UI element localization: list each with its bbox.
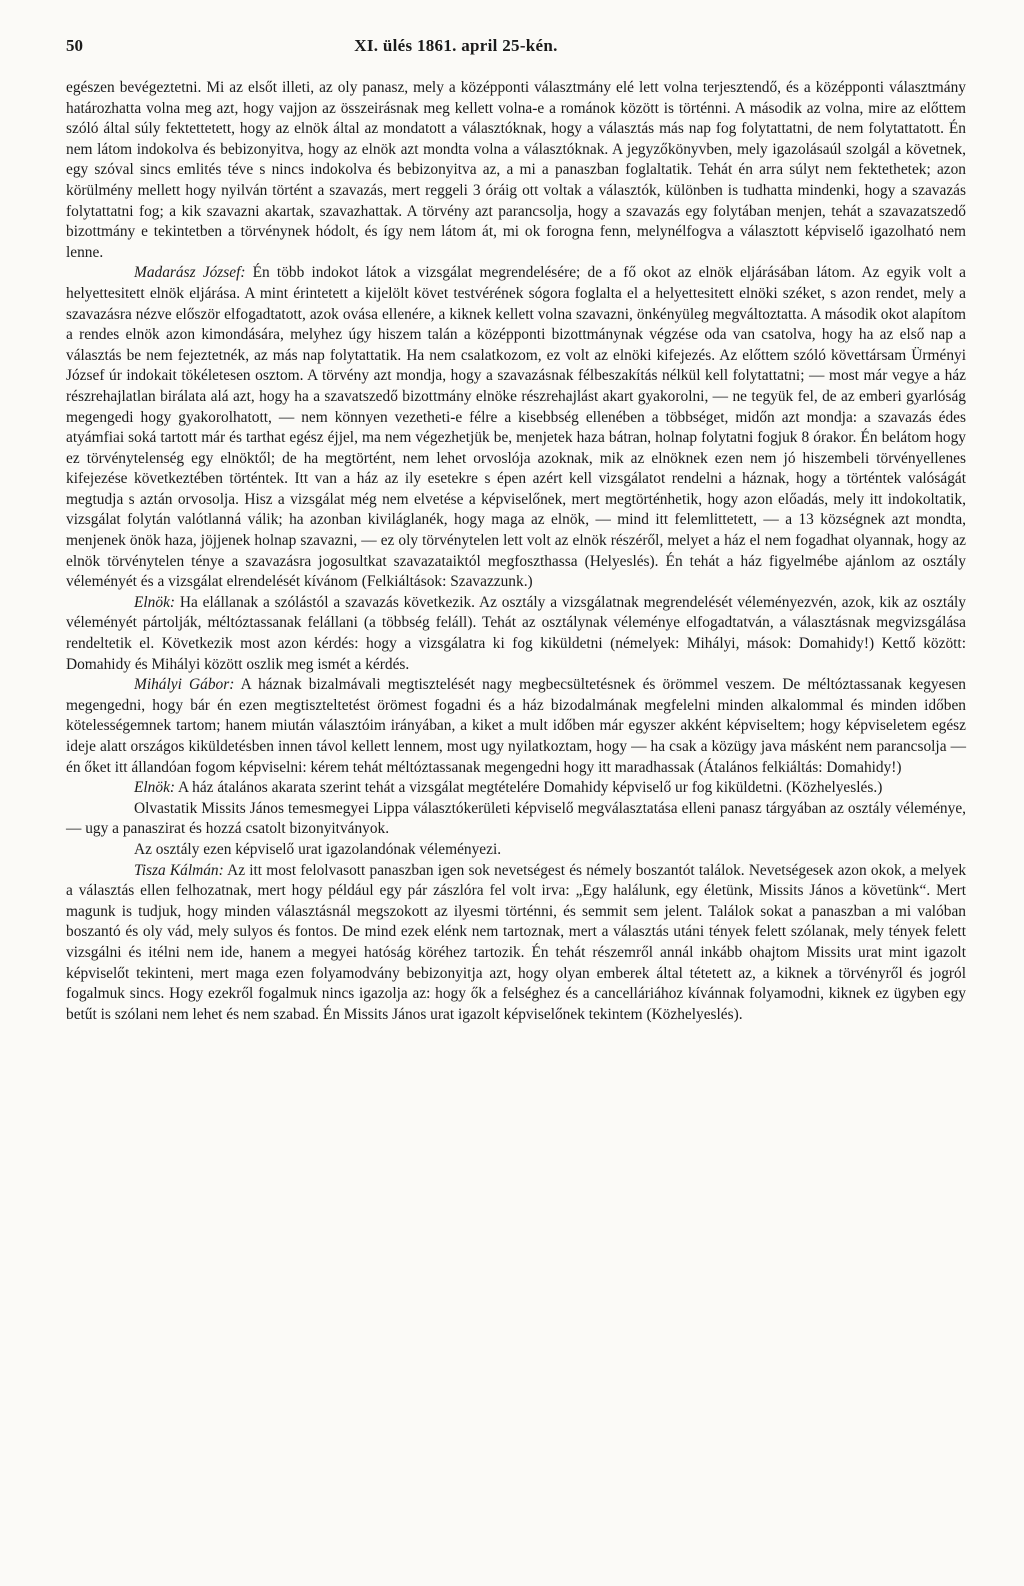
running-head: XI. ülés 1861. april 25-kén.: [354, 36, 558, 55]
paragraph: [66, 799, 966, 840]
page-number: 50: [66, 36, 83, 55]
body-text: [66, 78, 966, 1025]
speaker-name: Madarász József:: [134, 264, 246, 282]
paragraph: [66, 593, 966, 675]
paragraph-text: Én több indokot látok a vizsgálat megrendelésére; de a fő okot az elnök eljárásában látom. Az egyik volt a helyettesitett elnök eljárása. A mint érintetett a kijelölt követ testvérének sógora foglalta el a helyettesitett elnöki széket, s azon rendet, mely a szavazásra nézve először elfogadtatott, azok ovása ellenére, a kiknek kellett volna szavazni, önkényüleg megváltoztatta. A második okot alapítom a rendes elnök azon kimondására, melyhez úgy hiszem talán a középponti bizottmánynak végzése oda van csatolva, hogy ha az első nap a választás be nem fejeztetnék, az más nap folytattatik. Ha nem csalatkozom, ez volt az elnöki kifejezés. Az előttem szóló követtársam Ürményi József úr indokait tökéletesen osztom. A törvény azt mondja, hogy a szavazásnak félbeszakítás nélkül kell folytattatni; — most már vegye a ház részrehajlatlan birálata alá azt, hogy ha a szavatszedő bizottmány elnöke részrehajlást akart gyakorolni, — ne tegyük fel, de az emberi gyarlóság megengedi hogy gyakorolhatott, — nem könnyen vezetheti-e félre a kisebbség ellenében a többséget, midőn azt mondja: a szavazás édes atyámfiai soká tartott már és tarthat egész éjjel, ma nem végezhetjük be, menjetek haza bátran, holnap folytatni fogjuk 8 órakor. Én belátom hogy ez törvénytelenség egy elnöktől; de ha megtörtént, nem lehet orvoslója azoknak, mik az elnöknek ezen nem jó hiszembeli törvényellenes kifejezése következtében történtek. Itt van a ház az ily esetekre s épen azért kell vizsgálatot rendelni a háznak, hogy a történtek valóságát megtudja s aztán orvosolja. Hisz a vizsgálat még nem elvetése a képviselőnek, mert megtörténhetik, hogy azon előadás, mely itt indokoltatik, vizsgálat folytán valótlanná válik; ha azonban kiviláglanék, hogy maga az elnök, — mind itt felemlittetett, — a 13 községnek azt mondta, menjenek önök haza, jöjjenek holnap szavazni, — ez oly törvénytelen lett volt az elnök részéről, melyet a ház el nem fogadhat olyannak, hogy az elnök törvénytelen ténye a szavazásra jogosultkat szavazataiktól megfoszthassa (Helyeslés). Én tehát a ház figyelmébe ajánlom az osztály véleményét és a vizsgálat elrendelését kívánom (Felkiáltások: Szavazzunk.): [66, 264, 966, 591]
paragraph-text: Az itt most felolvasott panaszban igen sok nevetségest és némely boszantót találok. Nevetségesek azon okok, a melyek a választás ellen felhozatnak, mert hogy például egy pár zászlóra fel volt irva: „Egy halálunk, egy életünk, Missits János a követünk“. Mert magunk is tudjuk, hogy minden választásnál megszokott az ilyesmi történni, és semmit sem jelent. Találok sokat a panaszban a mi valóban boszantó és oly vád, mely sulyos és fontos. De mind ezek elénk nem tartoznak, mert a választás utáni tények felett szólanak, mely tények felett vizsgálni és itélni nem ide, hanem a megyei hatóság köréhez tartozik. Én tehát részemről annál inkább ohajtom Missits urat mint igazolt képviselőt tekinteni, mert maga ezen folyamodvány bebizonyitja azt, hogy olyan emberek által tétetett az, a kiknek a törvényről és jogról fogalmuk sincs. Hogy ezekről fogalmuk nincs igazolja az: hogy ők a felséghez és a cancelláriához kívánnak folyamodni, kiknek ez ügyben egy betűt is szólani nem lehet és nem szabad. Én Missits János urat igazolt képviselőnek tekintem (Közhelyeslés).: [66, 861, 967, 1023]
paragraph-text: A háznak bizalmávali megtisztelését nagy megbecsültetésnek és örömmel veszem. De méltóztassanak kegyesen megengedni, hogy bár én ezen megtiszteltetést örömest fogadni és a ház bizodalmának megfelelni minden alkalommal és minden időben kötelességemnek tartom; hanem miután választóim irányában, a kiket a mult időben már egyszer akként képviseltem; hogy képviseletem egész ideje alatt országos kiküldetésben innen távol kellett lennem, most ugy nyilatkoztam, hogy — ha csak a közügy java másként nem parancsolja — én őket itt állandóan fogom képviselni: kérem tehát méltóztassanak megengedni hogy itt maradhassak (Átalános felkiáltás: Domahidy!): [66, 676, 966, 776]
paragraph-text: Ha elállanak a szólástól a szavazás következik. Az osztály a vizsgálatnak megrendelését véleményezvén, azok, kik az osztály véleményét pártolják, méltóztassanak felállani (a többség feláll). Tehát az osztálynak véleménye elfogadtatván, a választásnak megvizsgálása rendeltetik el. Következik most azon kérdés: hogy a vizsgálatra ki fog kiküldetni (némelyek: Mihályi, mások: Domahidy!) Kettő között: Domahidy és Mihályi között oszlik meg ismét a kérdés.: [66, 593, 966, 673]
paragraph: [66, 263, 966, 593]
paragraph-text: A ház átalános akarata szerint tehát a vizsgálat megtételére Domahidy képviselő ur fog kiküldetni. (Közhelyeslés.): [175, 779, 883, 797]
paragraph: [66, 861, 966, 1026]
paragraph: [66, 778, 966, 799]
speaker-name: Mihályi Gábor:: [134, 676, 235, 694]
paragraph: [66, 675, 966, 778]
paragraph: [66, 840, 966, 861]
speaker-name: Elnök:: [134, 593, 176, 611]
speaker-name: Tisza Kálmán:: [134, 861, 224, 879]
speaker-name: Elnök:: [134, 779, 176, 797]
page-header: [66, 36, 966, 66]
paragraph-text: egészen bevégeztetni. Mi az elsőt illeti, az oly panasz, mely a középponti választmány elé lett volna terjesztendő, és a középponti választmány határozhatta volna meg azt, hogy vajjon az összeirásnak meg kellett volna-e a románok között is történni. A második az volna, mire az előttem szóló által súly fektettetett, hogy az elnök által az mondatott a választóknak, hogy a választás más nap fog folytattatni, de nem folytattatott. Én nem látom indokolva és bebizonyitva, hogy az elnök azt mondta volna a választóknak. A jegyzőkönyvben, mely igazolásaúl szolgál a követnek, egy szóval sincs emlités téve s nincs indokolva és bebizonyitva az, a mi a panaszban foglaltatik. Tehát én arra súlyt nem fektethetek; azon körülmény mellett hogy nyilván történt a szavazás, mert reggeli 3 óráig ott voltak a választók, különben is tudhatta mindenki, hogy a szavazás folytattatni fog; a kik szavazni akartak, szavazhattak. A törvény azt parancsolja, hogy a szavazás egy folytában menjen, tehát a szavazatszedő bizottmány e tekintetben a törvénynek hódolt, és így nem látom át, mi ok forogna fenn, melynélfogva a választott képviselő igazolható nem lenne.: [66, 79, 966, 261]
paragraph-text: Olvastatik Missits János temesmegyei Lippa választókerületi képviselő megválasztatása elleni panasz tárgyában az osztály véleménye, — ugy a panaszirat és hozzá csatolt bizonyitványok.: [66, 799, 966, 838]
paragraph: [66, 78, 966, 263]
paragraph-text: Az osztály ezen képviselő urat igazolandónak véleményezi.: [134, 840, 502, 858]
